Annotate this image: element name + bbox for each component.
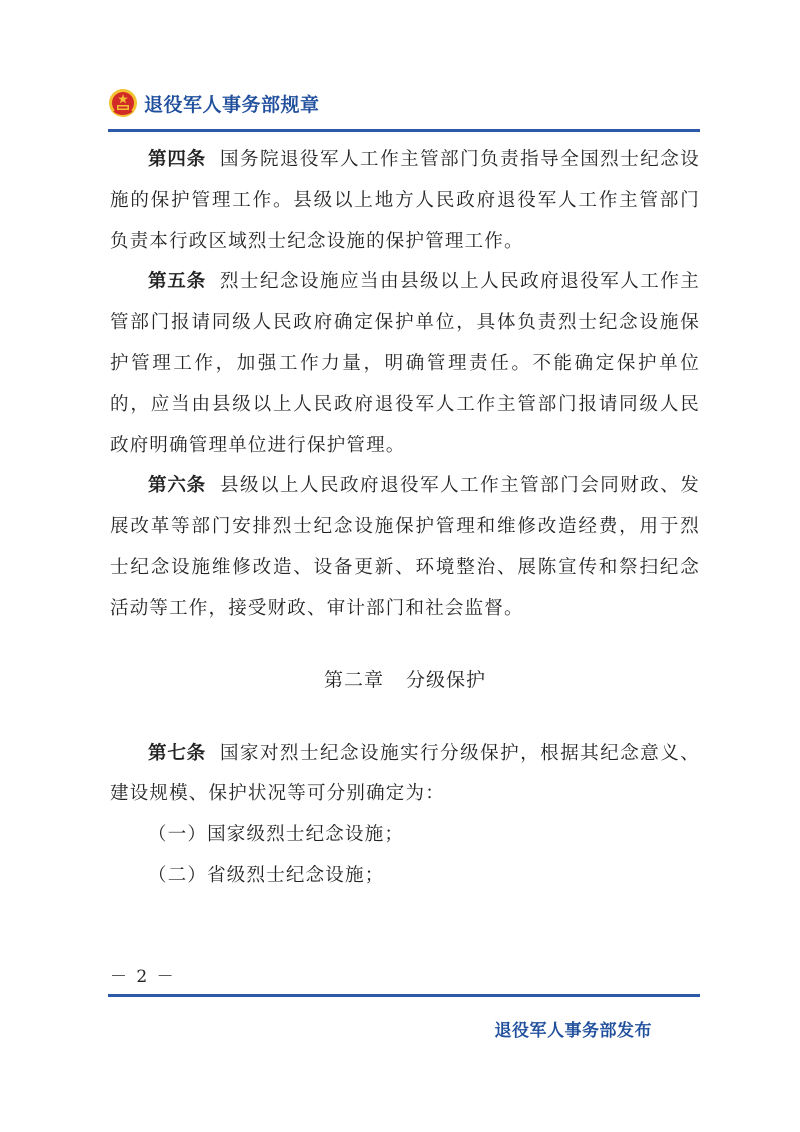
article-label: 第七条 bbox=[148, 742, 206, 764]
article-text: 国家对烈士纪念设施实行分级保护，根据其纪念意义、建设规模、保护状况等可分别确定为： bbox=[110, 742, 700, 805]
national-emblem-icon bbox=[108, 88, 138, 118]
article-7 bbox=[110, 734, 700, 816]
chapter-title: 分级保护 bbox=[406, 668, 487, 691]
article-text: 县级以上人民政府退役军人工作主管部门会同财政、发展改革等部门安排烈士纪念设施保护管理和维修改造经费，用于烈士纪念设施维修改造、设备更新、环境整治、展陈宣传和祭扫纪念活动等工作，接受财政、审计部门和社会监督。 bbox=[110, 475, 700, 619]
article-4 bbox=[110, 140, 700, 262]
list-item: （二）省级烈士纪念设施； bbox=[148, 864, 385, 886]
document-body bbox=[110, 140, 700, 897]
chapter-number: 第二章 bbox=[323, 668, 384, 691]
footer-divider bbox=[108, 994, 700, 997]
article-label: 第五条 bbox=[148, 271, 206, 293]
page-header bbox=[108, 86, 320, 120]
article-label: 第六条 bbox=[148, 475, 206, 497]
article-5 bbox=[110, 262, 700, 466]
list-item: （一）国家级烈士纪念设施； bbox=[148, 824, 405, 846]
chapter-heading bbox=[110, 660, 700, 700]
article-label: 第四条 bbox=[148, 149, 206, 170]
footer-publisher: 退役军人事务部发布 bbox=[494, 1021, 652, 1041]
header-divider bbox=[108, 129, 700, 132]
article-text: 国务院退役军人工作主管部门负责指导全国烈士纪念设施的保护管理工作。县级以上地方人民政府退役军人工作主管部门负责本行政区域烈士纪念设施的保护管理工作。 bbox=[110, 149, 700, 252]
header-title: 退役军人事务部规章 bbox=[144, 93, 320, 116]
article-text: 烈士纪念设施应当由县级以上人民政府退役军人工作主管部门报请同级人民政府确定保护单位，具体负责烈士纪念设施保护管理工作，加强工作力量，明确管理责任。不能确定保护单位的，应当由县级以上人民政府退役军人工作主管部门报请同级人民政府明确管理单位进行保护管理。 bbox=[110, 271, 700, 456]
article-6 bbox=[110, 466, 700, 629]
page-number: － 2 － bbox=[110, 967, 176, 987]
